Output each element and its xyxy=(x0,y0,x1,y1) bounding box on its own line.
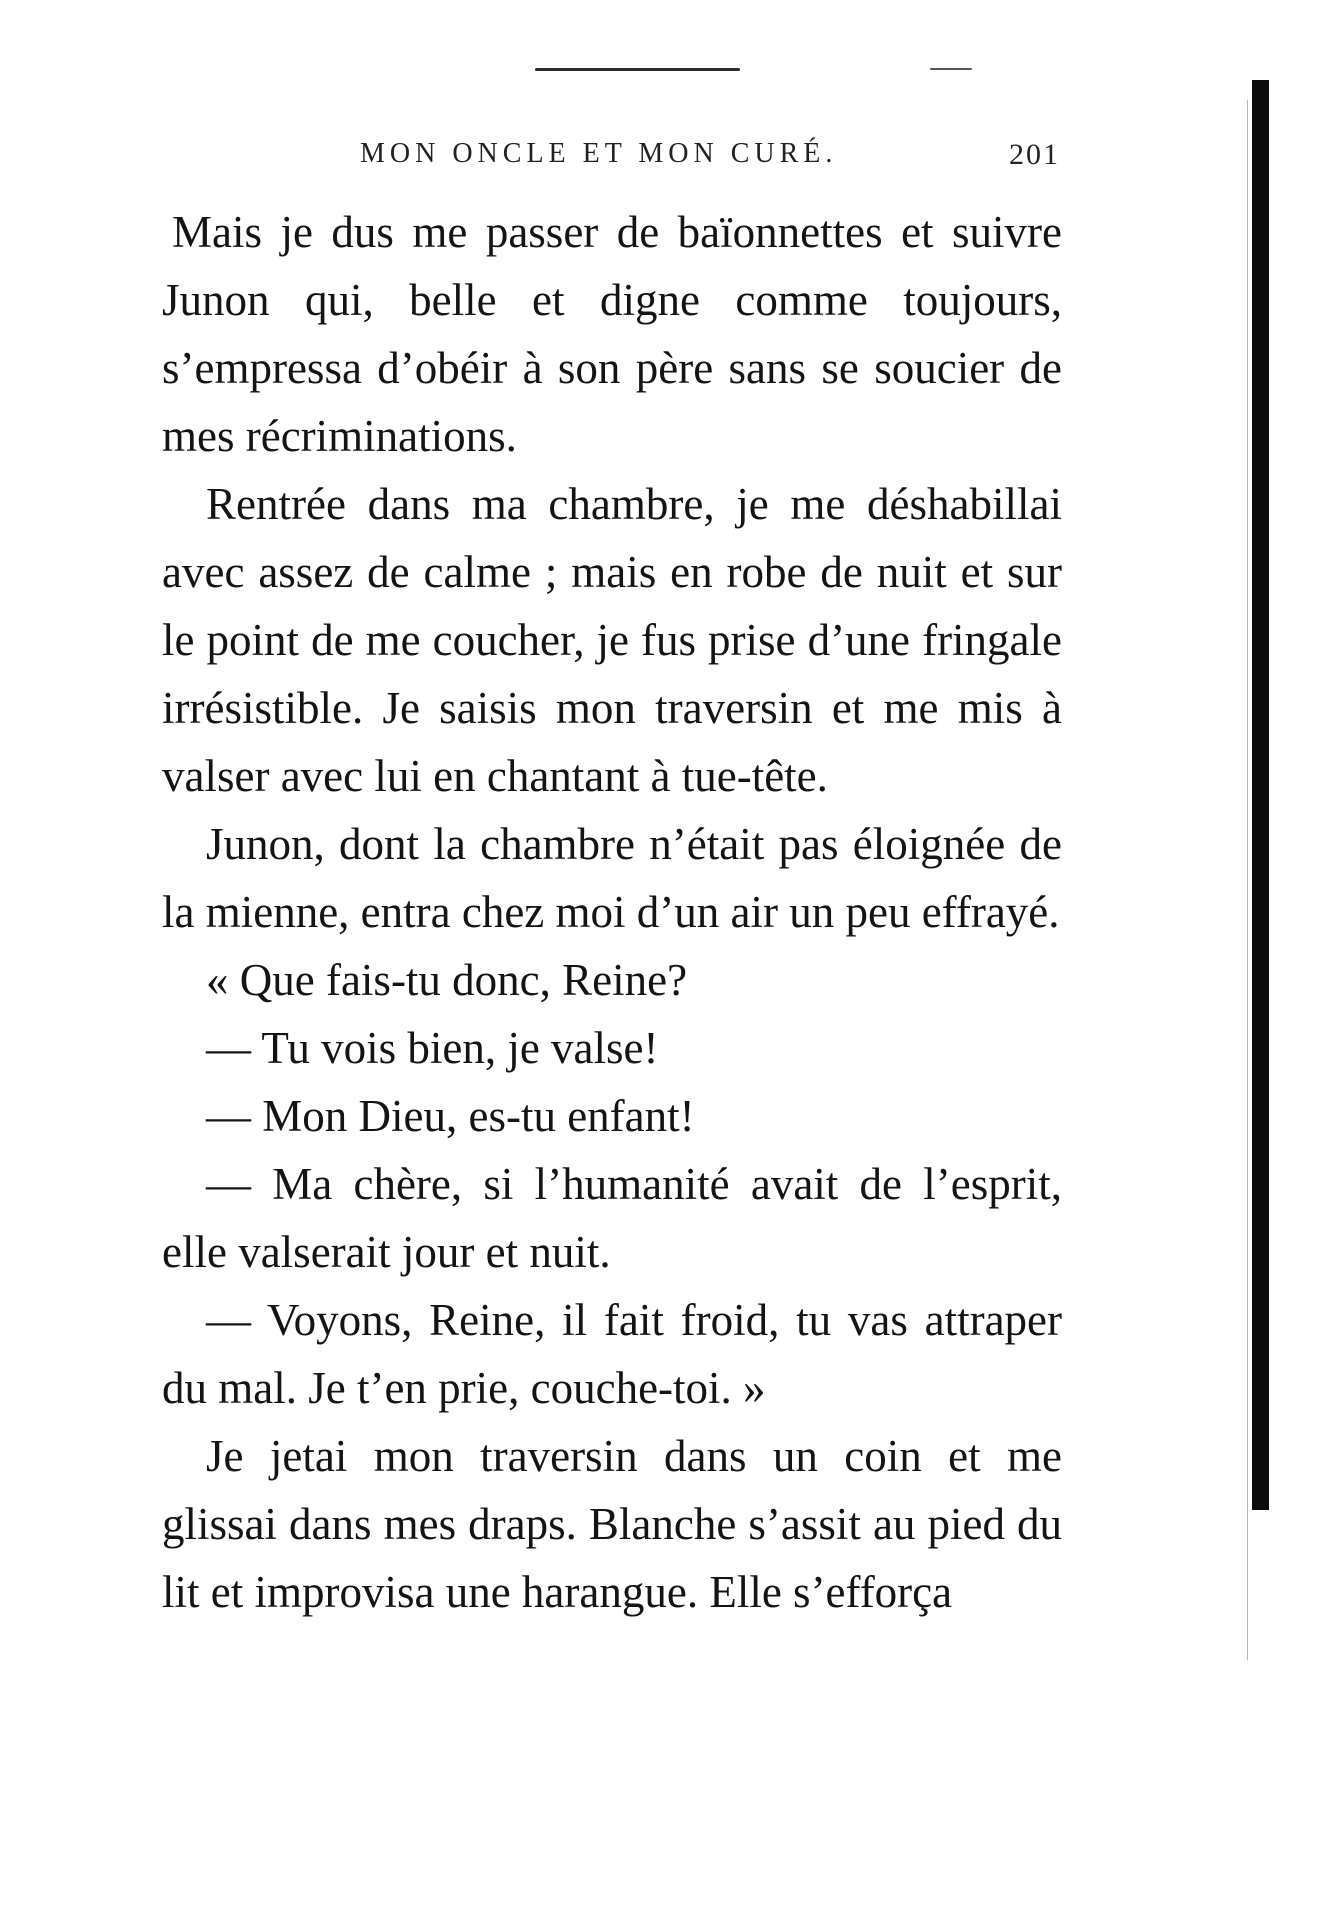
running-head-title: MON ONCLE ET MON CURÉ. xyxy=(360,138,838,169)
gutter-line xyxy=(1247,100,1248,1660)
paragraph: Rentrée dans ma chambre, je me déshabillai avec assez de calme ; mais en robe de nuit et sur le point de me coucher, je fus prise d’une fringale irrésistible. Je saisis mon traversin et me mis à valser avec lui en chantant à tue-tête. xyxy=(162,479,1062,801)
dialogue-line: — Ma chère, si l’humanité avait de l’esprit, elle valserait jour et nuit. xyxy=(162,1159,1062,1277)
top-rule xyxy=(535,68,740,71)
page-edge-bar xyxy=(1252,80,1269,1510)
dialogue-line: — Tu vois bien, je valse! xyxy=(206,1023,659,1073)
body-text xyxy=(162,198,1062,1626)
paragraph: Mais je dus me passer de baïonnettes et suivre Junon qui, belle et digne comme toujours, s’empressa d’obéir à son père sans se soucier de mes récriminations. xyxy=(162,207,1062,461)
top-rule-short xyxy=(930,68,972,70)
paragraph: Junon, dont la chambre n’était pas éloignée de la mienne, entra chez moi d’un air un peu effrayé. xyxy=(162,819,1062,937)
dialogue-line: — Voyons, Reine, il fait froid, tu vas attraper du mal. Je t’en prie, couche-toi. » xyxy=(162,1295,1062,1413)
dialogue-line: — Mon Dieu, es-tu enfant! xyxy=(206,1091,695,1141)
page-number: 201 xyxy=(1009,138,1060,171)
paragraph: Je jetai mon traversin dans un coin et me glissai dans mes draps. Blanche s’assit au pied du lit et improvisa une harangue. Elle s’efforça xyxy=(162,1431,1062,1617)
dialogue-line: « Que fais-tu donc, Reine? xyxy=(206,955,688,1005)
running-head xyxy=(360,138,1060,178)
